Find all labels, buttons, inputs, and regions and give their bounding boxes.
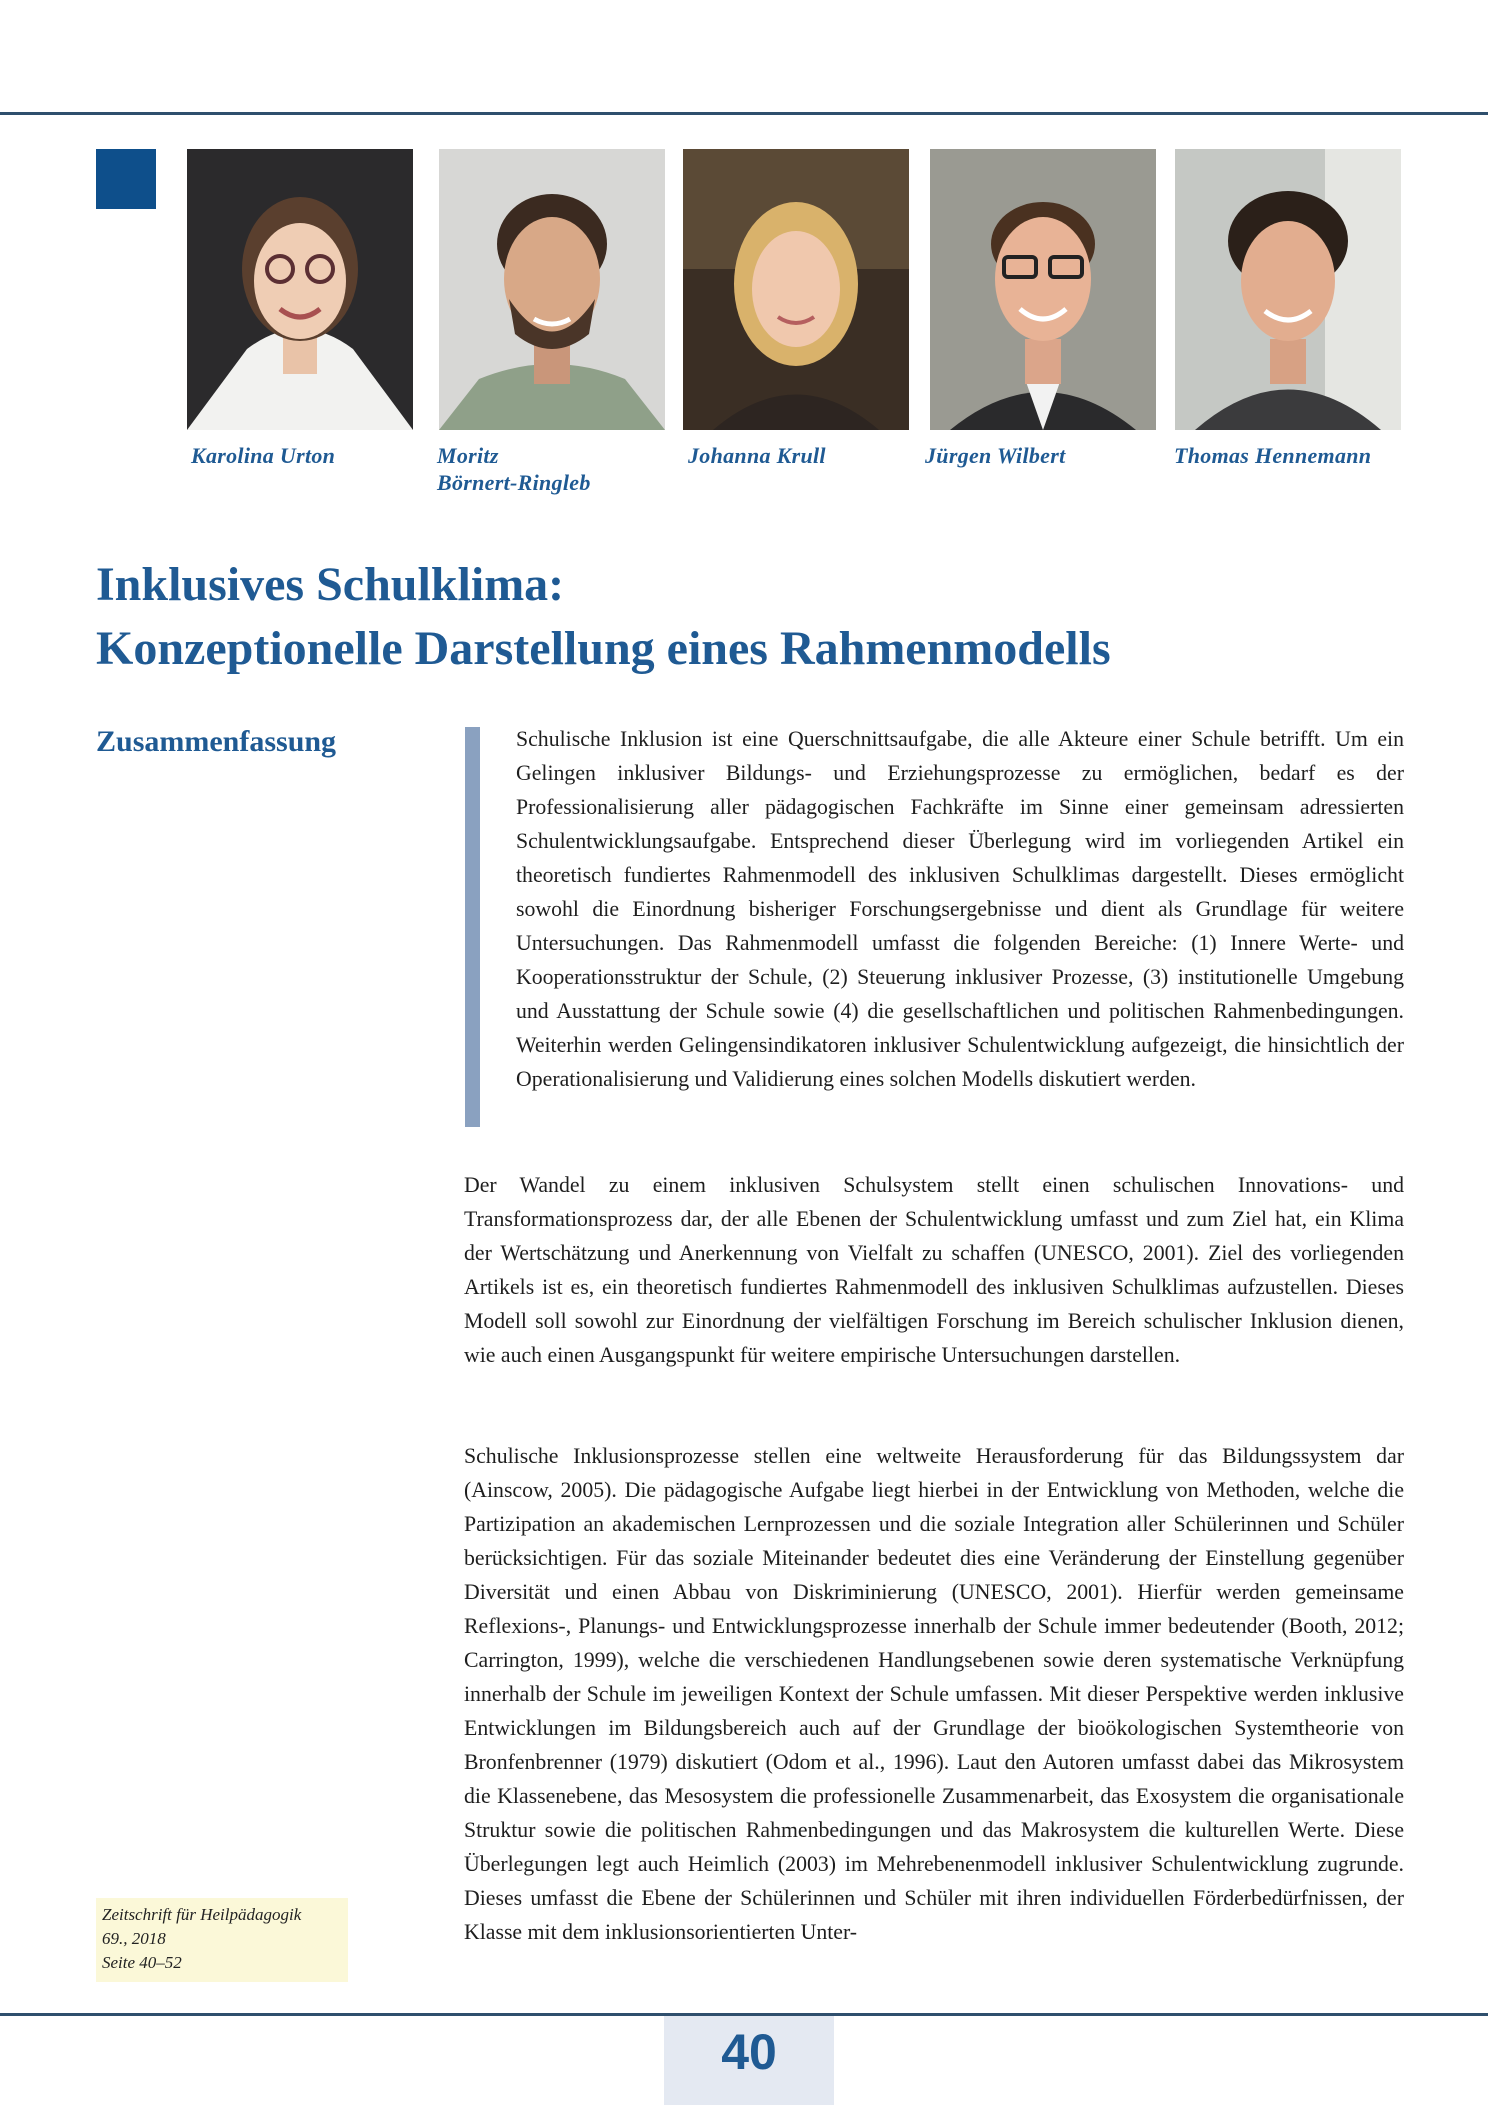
top-rule: [0, 112, 1488, 115]
author-name-hennemann: Thomas Hennemann: [1174, 443, 1372, 468]
author-name-wilbert: Jürgen Wilbert: [925, 443, 1066, 468]
body-paragraph-1: Der Wandel zu einem inklusiven Schulsystem stellt einen schulischen Innovations- und Transformationsprozess dar, der alle Ebenen der Schulentwicklung umfasst und zum Ziel hat, ein Klima der Wertschätzung und Anerkennung von Vielfalt zu schaffen (UNESCO, 2001). Ziel des vorliegenden Artikels ist es, ein theoretisch fundiertes Rahmenmodell des inklusiven Schulklimas aufzustellen. Dieses Modell soll sowohl zur Einordnung der vielfältigen Forschung im Bereich schulischer Inklusion dienen, wie auch einen Ausgangspunkt für weitere empirische Untersuchungen darstellen.: [464, 1173, 1404, 1367]
author-photo-hennemann: [1175, 149, 1401, 430]
author-photo-krull: [683, 149, 909, 430]
article-title-line-2: Konzeptionelle Darstellung eines Rahmenmodells: [96, 622, 1111, 675]
journal-pages: Seite 40–52: [102, 1953, 182, 1972]
author-photo-urton: [187, 149, 413, 430]
journal-reference: [96, 1898, 348, 1982]
author-name-boernert-ringleb: Moritz Börnert-Ringleb: [437, 443, 591, 495]
article-title-line-1: Inklusives Schulklima:: [96, 558, 565, 611]
article-title: [96, 553, 1396, 681]
abstract-heading: Zusammenfassung: [96, 725, 337, 758]
abstract-text: Schulische Inklusion ist eine Querschnittsaufgabe, die alle Akteure einer Schule betrifft. Um ein Gelingen inklusiver Bildungs- und Erziehungsprozesse zu ermöglichen, bedarf es der Professionalisierung aller pädagogischen Fachkräfte im Sinne einer gemeinsam adressierten Schulentwicklungsaufgabe. Entsprechend dieser Überlegung wird im vorliegenden Artikel ein theoretisch fundiertes Rahmenmodell des inklusiven Schulklimas dargestellt. Dieses ermöglicht sowohl die Einordnung bisheriger Forschungsergebnisse und dient als Grundlage für weitere Untersuchungen. Das Rahmenmodell umfasst die folgenden Bereiche: (1) Innere Werte- und Kooperationsstruktur der Schule, (2) Steuerung inklusiver Prozesse, (3) institutionelle Umgebung und Ausstattung der Schule sowie (4) die gesellschaftlichen und politischen Rahmenbedingungen. Weiterhin werden Gelingensindikatoren inklusiver Schulentwicklung aufgezeigt, die hinsichtlich der Operationalisierung und Validierung eines solchen Modells diskutiert werden.: [516, 727, 1404, 1091]
author-name-urton: Karolina Urton: [191, 443, 336, 468]
page-number: 40: [664, 2016, 834, 2105]
body-paragraph-2: Schulische Inklusionsprozesse stellen eine weltweite Herausforderung für das Bildungssystem dar (Ainscow, 2005). Die pädagogische Aufgabe liegt hierbei in der Entwicklung von Methoden, welche die Partizipation an akademischen Lernprozessen und die soziale Integration aller Schülerinnen und Schüler berücksichtigen. Für das soziale Miteinander bedeutet dies eine Veränderung der Einstellung gegenüber Diversität und einen Abbau von Diskriminierung (UNESCO, 2001). Hierfür werden gemeinsame Reflexions-, Planungs- und Entwicklungsprozesse innerhalb der Schule immer bedeutender (Booth, 2012; Carrington, 1999), welche die verschiedenen Handlungsebenen sowie deren systematische Verknüpfung innerhalb der Schule im jeweiligen Kontext der Schule umfassen. Mit dieser Perspektive werden inklusive Entwicklungen im Bildungsbereich auch auf der Grundlage der bioökologischen Systemtheorie von Bronfenbrenner (1979) diskutiert (Odom et al., 1996). Laut den Autoren umfasst dabei das Mikrosystem die Klassenebene, das Mesosystem die professionelle Zusammenarbeit, das Exosystem die organisationale Struktur sowie die politischen Rahmenbedingungen und das Makrosystem die kulturellen Werte. Diese Überlegungen legt auch Heimlich (2003) im Mehrebenenmodell inklusiver Schulentwicklung zugrunde. Dieses umfasst die Ebene der Schülerinnen und Schüler mit ihren individuellen Förderbedürfnissen, der Klasse mit dem inklusionsorientierten Unter-: [464, 1444, 1404, 1944]
journal-volume: 69., 2018: [102, 1929, 166, 1948]
author-photo-boernert-ringleb: [439, 149, 665, 430]
section-marker-square: [96, 149, 156, 209]
author-name-krull: Johanna Krull: [688, 443, 826, 468]
abstract-accent-bar: [465, 727, 480, 1127]
journal-name: Zeitschrift für Heilpädagogik: [102, 1905, 302, 1924]
author-photo-wilbert: [930, 149, 1156, 430]
